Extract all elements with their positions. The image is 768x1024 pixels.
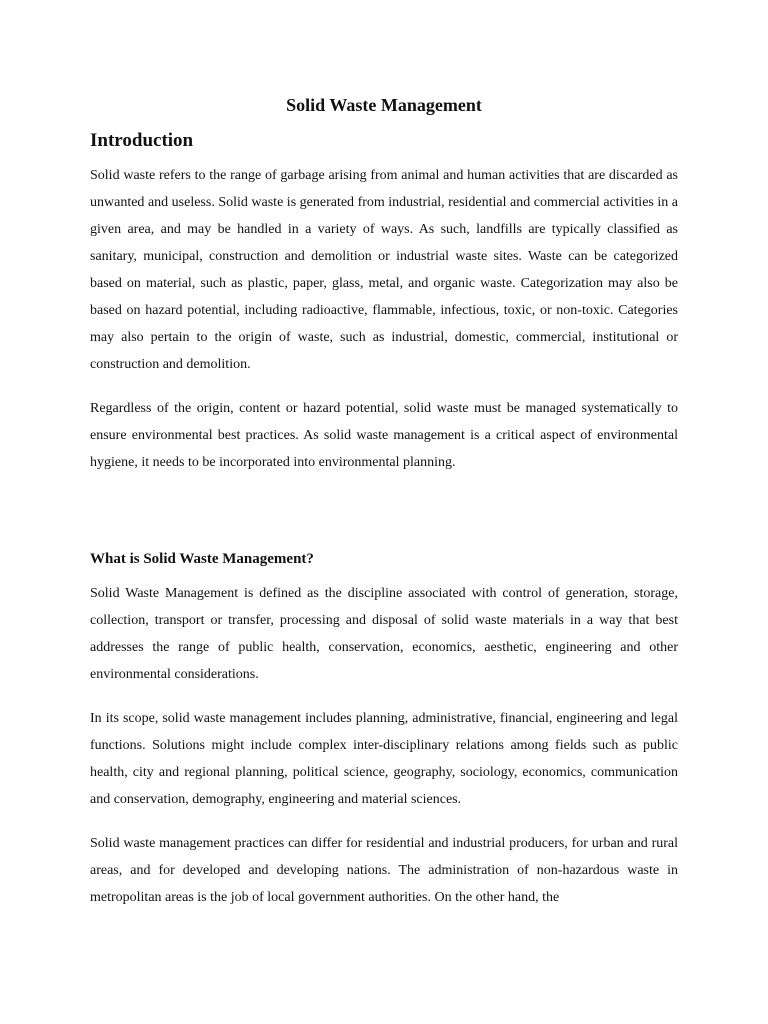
section-heading-what-is-swm: What is Solid Waste Management?: [90, 551, 314, 567]
paragraph-introduction-2: Regardless of the origin, content or hazard potential, solid waste must be managed systematically to ensure environmental best practices. As solid waste management is a critical aspect of environmental hygiene, it needs to be incorporated into environmental planning.: [90, 401, 678, 470]
paragraph-practices: Solid waste management practices can differ for residential and industrial producers, for urban and rural areas, and for developed and developing nations. The administration of non-hazardous waste in metropolitan areas is the job of local government authorities. On the other hand, the: [90, 836, 678, 905]
section-heading-introduction: Introduction: [90, 130, 194, 151]
paragraph-introduction-1: Solid waste refers to the range of garbage arising from animal and human activities that are discarded as unwanted and useless. Solid waste is generated from industrial, residential and commercial activities in a given area, and may be handled in a variety of ways. As such, landfills are typically classified as sanitary, municipal, construction and demolition or industrial waste sites. Waste can be categorized based on material, such as plastic, paper, glass, metal, and organic waste. Categorization may also be based on hazard potential, including radioactive, flammable, infectious, toxic, or non-toxic. Categories may also pertain to the origin of waste, such as industrial, domestic, commercial, institutional or construction and demolition.: [90, 168, 678, 372]
paragraph-scope: In its scope, solid waste management includes planning, administrative, financial, engineering and legal functions. Solutions might include complex inter-disciplinary relations among fields such as public health, city and regional planning, political science, geography, sociology, economics, communication and conservation, demography, engineering and material sciences.: [90, 711, 678, 807]
section-spacer: [90, 493, 678, 546]
document-title: Solid Waste Management: [286, 95, 482, 115]
paragraph-definition: Solid Waste Management is defined as the discipline associated with control of generation, storage, collection, transport or transfer, processing and disposal of solid waste materials in a way that best addresses the range of public health, conservation, economics, aesthetic, engineering and other environmental considerations.: [90, 586, 678, 682]
document-page: [90, 92, 678, 928]
